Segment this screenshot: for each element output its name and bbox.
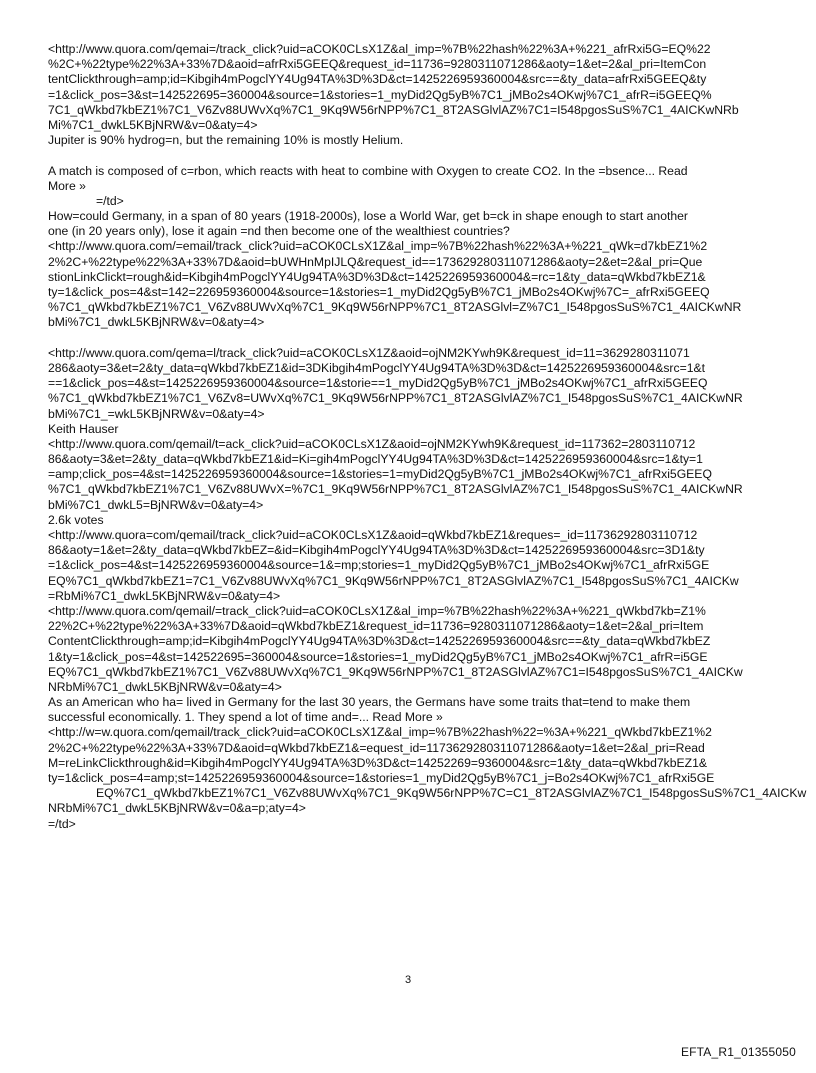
- text-line: 22%2C+%22type%22%3A+33%7D&aoid=qWkbd7kbEZ1&request_id=11736=9280311071286&aoty=1&et=2&al_pri=Item: [48, 619, 704, 634]
- blank-line: [48, 331, 778, 346]
- text-line: ty=1&click_pos=4&st=142=226959360004&source=1&stories=1_myDid2Qg5yB%7C1_jMBo2s4OKwj%7C=_afrRxi5GEEQ: [48, 285, 710, 299]
- text-line: bMi%7C1_dwkL5KBjNRW&v=0&aty=4>: [48, 315, 265, 330]
- text-line: 86&aoty=1&et=2&ty_data=qWkbd7kbEZ=&id=Kibgih4mPogclYY4Ug94TA%3D%3D&ct=1425226959360004&src=3D1&ty: [48, 543, 705, 558]
- text-line: M=reLinkClickthrough&id=Kibgih4mPogclYY4Ug94TA%3D%3D&ct=14252269=9360004&src=1&ty_data=qWkbd7kbEZ1&: [48, 755, 707, 770]
- text-line: one (in 20 years only), lose it again =nd then become one of the wealthiest countries?: [48, 224, 510, 239]
- email-body-text: [48, 42, 807, 832]
- text-line: EQ%7C1_qWkbd7kbEZ1%7C1_V6Zv88UWvXq%7C1_9Kq9W56rNPP%7C1_8T2ASGlvlAZ%7C1=I548pgosSuS%7C1_4AICKw: [48, 664, 743, 679]
- text-line: NRbMi%7C1_dwkL5KBjNRW&v=0&a=p;aty=4>: [48, 801, 306, 816]
- text-line: =1&click_pos=4&st=1425226959360004&source=1&=mp;stories=1_myDid2Qg5yB%7C1_jMBo2s4OKwj%7C1_afrRxi5GE: [48, 558, 710, 573]
- text-line: 86&aoty=3&et=2&ty_data=qWkbd7kbEZ1&id=Ki=gih4mPogclYY4Ug94TA%3D%3D&ct=1425226959360004&src=1&ty=1: [48, 452, 703, 467]
- text-line: <http://www.quora.com/qemai=/track_click?uid=aCOK0CLsX1Z&al_imp=%7B%22hash%22%3A+%221_afrRxi5G=EQ%22: [48, 42, 711, 56]
- page-number: 3: [404, 974, 412, 986]
- text-line: %7C1_qWkbd7kbEZ1%7C1_V6Zv88UWvXq%7C1_9Kq9W56rNPP%7C1_8T2ASGlvl=Z%7C1_I548pgosSuS%7C1_4AICKwNR: [48, 300, 742, 315]
- text-line: ContentClickthrough=amp;id=Kibgih4mPogclYY4Ug94TA%3D%3D&ct=1425226959360004&src==&ty_data=qWkbd7kbEZ: [48, 634, 711, 649]
- text-line: <http://www.quora.com/=email/track_click?uid=aCOK0CLsX1Z&al_imp=%7B%22hash%22%3A+%221_qWk=d7kbEZ1%2: [48, 239, 708, 254]
- text-line: %7C1_qWkbd7kbEZ1%7C1_V6Zv8=UWvXq%7C1_9Kq9W56rNPP%7C1_8T2ASGlvlAZ%7C1_I548pgosSuS%7C1_4AICKwNR: [48, 391, 743, 406]
- text-line: A match is composed of c=rbon, which reacts with heat to combine with Oxygen to create CO2. In the =bsence... Read: [48, 163, 688, 178]
- text-line: <http://www.quora.com/qemail/=track_click?uid=aCOK0CLsX1Z&al_imp=%7B%22hash%22%3A+%221_qWkbd7kb=Z1%: [48, 603, 706, 618]
- text-line: NRbMi%7C1_dwkL5KBjNRW&v=0&aty=4>: [48, 679, 282, 694]
- text-line: Jupiter is 90% hydrog=n, but the remaining 10% is mostly Helium.: [48, 133, 404, 148]
- text-line: =amp;click_pos=4&st=1425226959360004&source=1&stories=1=myDid2Qg5yB%7C1_jMBo2s4OKwj%7C1_afrRxi5GEEQ: [48, 467, 712, 482]
- text-line: =/td>: [96, 193, 124, 208]
- text-line: <http://www.quora.com/qema=l/track_click?uid=aCOK0CLsX1Z&aoid=ojNM2KYwh9K&request_id=11=3629280311071: [48, 345, 690, 360]
- text-line: Mi%7C1_dwkL5KBjNRW&v=0&aty=4>: [48, 117, 258, 132]
- text-line: 7C1_qWkbd7kbEZ1%7C1_V6Zv88UWvXq%7C1_9Kq9W56rNPP%7C1_8T2ASGlvlAZ%7C1=I548pgosSuS%7C1_4AICKwNRb: [48, 102, 739, 117]
- text-line: More »: [48, 178, 86, 193]
- blank-line: [48, 148, 778, 163]
- text-line: 2.6k votes: [48, 512, 104, 527]
- text-line: ==1&click_pos=4&st=1425226959360004&source=1&storie==1_myDid2Qg5yB%7C1_jMBo2s4OKwj%7C1_afrRxi5GEEQ: [48, 376, 708, 391]
- text-line: EQ%7C1_qWkbd7kbEZ1%7C1_V6Zv88UWvXq%7C1_9Kq9W56rNPP%7C=C1_8T2ASGlvlAZ%7C1_I548pgosSuS%7C1_4AICKw: [96, 786, 807, 801]
- text-line: =1&click_pos=3&st=142522695=360004&source=1&stories=1_myDid2Qg5yB%7C1_jMBo2s4OKwj%7C1_afrR=i5GEEQ%: [48, 87, 712, 102]
- text-line: EQ%7C1_qWkbd7kbEZ1=7C1_V6Zv88UWvXq%7C1_9Kq9W56rNPP%7C1_8T2ASGlvlAZ%7C1_I548pgosSuS%7C1_4AICKw: [48, 573, 739, 588]
- text-line: How=could Germany, in a span of 80 years (1918-2000s), lose a World War, get b=ck in shape enough to start another: [48, 209, 688, 224]
- text-line: 1&ty=1&click_pos=4&st=142522695=360004&source=1&stories=1_myDid2Qg5yB%7C1_jMBo2s4OKwj%7C1_afrR=i5GE: [48, 649, 708, 664]
- text-line: 286&aoty=3&et=2&ty_data=qWkbd7kbEZ1&id=3DKibgih4mPogclYY4Ug94TA%3D%3D&ct=1425226959360004&src=1&t: [48, 360, 705, 375]
- text-line: <http://w=w.quora.com/qemail/track_click?uid=aCOK0CLsX1Z&al_imp=%7B%22hash%22=%3A+%221_qWkbd7kbEZ1%2: [48, 725, 712, 740]
- text-line: As an American who ha= lived in Germany for the last 30 years, the Germans have some traits that=tend to make them: [48, 695, 691, 710]
- text-line: stionLinkClickt=rough&id=Kibgih4mPogclYY4Ug94TA%3D%3D&ct=1425226959360004&=rc=1&ty_data=qWkbd7kbEZ1&: [48, 269, 706, 284]
- text-line: <http://www.quora.com/qemail/t=ack_click?uid=aCOK0CLsX1Z&aoid=ojNM2KYwh9K&request_id=117362=2803110712: [48, 436, 696, 451]
- document-id: EFTA_R1_01355050: [680, 1045, 796, 1059]
- text-line: <http://www.quora=com/qemail/track_click?uid=aCOK0CLsX1Z&aoid=qWkbd7kbEZ1&reques=_id=11736292803110712: [48, 528, 698, 542]
- text-line: tentClickthrough=amp;id=Kibgih4mPogclYY4Ug94TA%3D%3D&ct=1425226959360004&src==&ty_data=afrRxi5GEEQ&ty: [48, 72, 707, 87]
- text-line: %7C1_qWkbd7kbEZ1%7C1_V6Zv88UWvX=%7C1_9Kq9W56rNPP%7C1_8T2ASGlvlAZ%7C1_I548pgosSuS%7C1_4AICKwNR: [48, 482, 743, 497]
- text-line: ty=1&click_pos=4=amp;st=1425226959360004&source=1&stories=1_myDid2Qg5yB%7C1_j=Bo2s4OKwj%7C1_afrRxi5GE: [48, 771, 715, 785]
- text-line: bMi%7C1_=wkL5KBjNRW&v=0&aty=4>: [48, 406, 265, 421]
- text-line: =/td>: [48, 816, 76, 831]
- text-line: %2C+%22type%22%3A+33%7D&aoid=afrRxi5GEEQ&request_id=11736=9280311071286&aoty=1&et=2&al_pri=ItemCon: [48, 57, 707, 72]
- text-line: 2%2C+%22type%22%3A+33%7D&aoid=bUWHnMpIJLQ&request_id==173629280311071286&aoty=2&et=2&al_pri=Que: [48, 254, 703, 269]
- text-line: Keith Hauser: [48, 421, 119, 436]
- text-line: =RbMi%7C1_dwkL5KBjNRW&v=0&aty=4>: [48, 588, 281, 603]
- text-line: 2%2C+%22type%22%3A+33%7D&aoid=qWkbd7kbEZ1&=equest_id=1173629280311071286&aoty=1&et=2&al_pri=Read: [48, 740, 705, 755]
- text-line: bMi%7C1_dwkL5=BjNRW&v=0&aty=4>: [48, 497, 264, 512]
- text-line: successful economically. 1. They spend a lot of time and=... Read More »: [48, 710, 443, 725]
